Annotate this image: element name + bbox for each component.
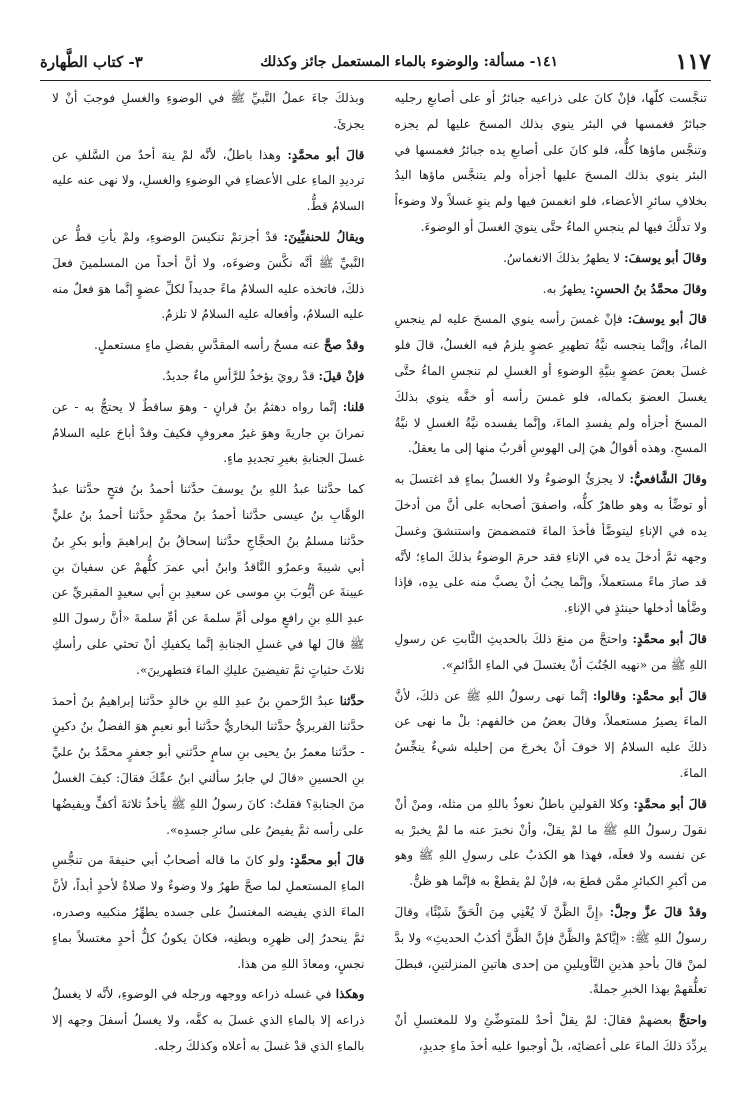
paragraph-lead: قالَ أبو محمَّدٍ: — [287, 147, 365, 162]
paragraph-text: في غسله ذراعه ووجهه ورجله في الوضوءِ، لأنَّه لا يغسلُ ذراعه إلا بالماءِ الذي غسلَ به كفَّه، ولا يغسلُ أسفلَ وجهه إلا بالماءِ الذي قدْ غسلَ به أعلاه وكذلكَ رجله. — [52, 987, 365, 1053]
paragraph-text: لا يطهرُ بذلكَ الانغماسُ. — [503, 250, 621, 265]
paragraph — [395, 307, 708, 462]
paragraph — [52, 982, 365, 1059]
paragraph-lead: وقالَ محمَّدُ بنُ الحسنِ: — [589, 281, 707, 296]
paragraph-lead: وقالَ الشَّافعيُّ: — [629, 472, 707, 487]
paragraph — [52, 689, 365, 844]
paragraph — [395, 627, 708, 679]
paragraph — [395, 684, 708, 787]
paragraph — [52, 86, 365, 138]
paragraph — [52, 477, 365, 683]
paragraph — [52, 364, 365, 390]
paragraph-lead: وقالَ أبو يوسفَ: — [624, 250, 707, 265]
paragraph-text: وكلا القولينِ باطلٌ نعوذُ باللهِ من مثله، ومنْ أنْ نقولَ رسولُ اللهِ ﷺ ما لمْ يقلْ، وأنْ نخبرَ عنه ما لمْ يخبرْ به عن نفسه ولا فعلَه، فهذا هو الكذبُ على رسولِ اللهِ ﷺ وهو من أكبرِ الكبائرِ ممَّن قطعَ به، فإنْ لمْ يقطعْ به فإنَّما هو ظنٌّ. — [394, 796, 707, 889]
paragraph — [395, 1008, 708, 1060]
paragraph — [395, 246, 708, 272]
paragraph — [395, 467, 708, 622]
paragraph-text: واحتجَّ من منعَ ذلكَ بالحديثِ الثَّابتِ عن رسولِ اللهِ ﷺ من «نهيه الجُنُبَ أنْ يغتسلَ في الماءِ الدَّائمِ». — [394, 631, 707, 672]
left-column — [52, 86, 365, 1100]
page-header — [40, 44, 711, 81]
paragraph — [52, 395, 365, 472]
paragraph-text: وهذا باطلٌ، لأنَّه لمْ ينهَ أحدٌ من السَّلفِ عن ترديدِ الماءِ على الأعضاءِ في الوضوءِ والغسلِ، ولا نهى عنه عليه السلامُ قطُّ. — [52, 147, 365, 214]
paragraph — [395, 86, 708, 241]
paragraph-text: تنجَّست كلّها، فإنْ كانَ على ذراعيه جبائرُ أو على أصابعِ رجليه جبائرُ فغمسها في البئر ينوي بذلك المسحَ عليها لم يجزه وتنجَّس ماؤها كلُّه، فلو كانَ على أصابعِ يده جبائرُ فغمسها في البئر ينوي بذلك المسحَ عليها أجزأه ولم يتنجَّس ماؤها اليدُ بخلافِ سائرِ الأعضاء، فلو انغمسَ فيها ولم ينوِ غسلاً ولا وضوءاً ولا تدلَّكَ فيها لم ينجسِ الماءُ حتَّى ينويَ الغسلَ أو الوضوءَ. — [394, 91, 707, 234]
paragraph-lead: واحتجَّ — [678, 1013, 707, 1028]
paragraph — [395, 277, 708, 303]
paragraph-text: لا يجزئُ الوضوءُ ولا الغسلُ بماءٍ قد اغتسلَ به أو توضِّأ به وهو طاهرٌ كلُّه، واصفقَ أصحابه على أنَّ من أدخلَ يده في الإناءِ ليتوضَّأ فأخذَ الماءَ فتمضمضَ واستنشقَ وغسلَ وجهه ثمَّ أدخلَ يده في الإناءِ فقد حرمَ الوضوءُ بذلكَ الماءِ؛ لأنَّه قد صارَ ماءً مستعملاً، وإنَّما يجبُ أنْ يصبَّ منه على يدِه، فإذا وضَّأها أدخلها حينئذٍ في الإناءِ. — [394, 472, 707, 616]
page-number: ١١٧ — [675, 49, 711, 75]
paragraph — [52, 333, 365, 359]
paragraph-text: وبذلكَ جاءَ عملُ النَّبيِّ ﷺ في الوضوءِ والغسلِ فوجبَ أنْ لا يجزئَ. — [52, 91, 365, 131]
paragraph-text: ﴿إِنَّ الظَّنَّ لَا يُغْنِي مِنَ الْحَقِّ شَيْئًا﴾ وقالَ رسولُ اللهِ ﷺ: «إيَّاكمْ والظَّنَّ فإنَّ الظَّنَّ أكذبُ الحديثِ» ولا بدَّ لمنْ قالَ بأحدِ هذينِ التَّأويلينِ من إحدى هاتينِ المنزلتينِ، فبطلَ تعلُّقهمْ بهذا الخبرِ جملةً. — [394, 904, 707, 997]
paragraph-lead: فإنْ قيلَ: — [318, 368, 365, 383]
paragraph-lead: وقدْ صحَّ — [323, 338, 365, 353]
paragraph-lead: قالَ أبو محمَّدٍ: — [289, 853, 365, 868]
paragraph-lead: قلنا: — [342, 399, 365, 414]
paragraph-lead: قالَ أبو محمَّدٍ: — [632, 631, 707, 646]
paragraph — [52, 143, 365, 220]
paragraph-text: بعضهمْ فقالَ: لمْ يقلْ أحدٌ للمتوضِّئِ ولا للمغتسلِ أنْ يردِّدَ ذلكَ الماءَ على أعضائِه، بلْ أوجبوا عليه أخذَ ماءٍ جديدٍ، — [394, 1013, 707, 1053]
paragraph-lead: وقدْ قالَ عزَّ وجلَّ: — [609, 904, 707, 919]
paragraph-lead: قالَ أبو محمَّدٍ: وقالوا: — [592, 688, 707, 703]
paragraph — [52, 225, 365, 328]
running-title: ١٤١- مسألة: والوضوء بالماء المستعمل جائز وكذلك — [260, 54, 559, 70]
text-columns — [52, 86, 707, 1100]
paragraph-lead: حدَّثنا — [339, 693, 365, 708]
paragraph-text: ولو كانَ ما قاله أصحابُ أبي حنيفةَ من تنجُّسِ الماءِ المستعملِ لما صحَّ طهرٌ ولا وضوءٌ ولا صلاةٌ لأحدٍ أبداً، لأنَّ الماءَ الذي يفيضه المغتسلُ على جسده يطهِّرُ منكبيه وصدره، ثمَّ ينحدرُ إلى ظهرِه وبطنِه، فكانَ يكونُ كلُّ أحدٍ مغتسلاً بماءٍ نجسٍ، ومعاذَ اللهِ من هذا. — [52, 853, 365, 971]
paragraph-text: قدْ رويَ يؤخذُ للرَّأسِ ماءٌ جديدٌ. — [161, 368, 315, 383]
paragraph-text: عبدُ الرَّحمنِ بنُ عبدِ اللهِ بنِ خالدٍ حدَّثنا إبراهيمُ بنُ أحمدَ حدَّثنا الفربريُّ حدَّثنا البخاريُّ حدَّثنا أبو نعيمٍ هوَ الفضلُ بنُ دكينٍ - حدَّثنا معمرُ بنُ يحيى بنِ سامٍ حدَّثني أبو جعفرٍ محمَّدُ بنُ عليِّ بنِ الحسينِ «قالَ لي جابرٌ سألني ابنُ عمِّكَ فقالَ: كيفَ الغسلُ منَ الجنابةِ؟ فقلتُ: كانَ رسولُ اللهِ ﷺ يأخذُ ثلاثةَ أكفٍّ ويفيضُها على رأسه ثمَّ يفيضُ على سائرِ جسدِه». — [52, 693, 365, 837]
paragraph — [395, 792, 708, 895]
paragraph-text: عنه مسحُ رأسه المقدَّسِ بفضلِ ماءٍ مستعملٍ. — [94, 338, 321, 353]
paragraph-text: إنَّما نهى رسولُ اللهِ ﷺ عن ذلكَ، لأنَّ الماءَ يصيرُ مستعملاً، وقالَ بعضُ من خالفهم: بلْ ما نهى عن ذلكَ عليه السلامُ إلا خوفَ أنْ يخرجَ من إحليله شيءٌ ينجِّسُ الماءَ. — [394, 688, 707, 780]
paragraph-lead: ويقالُ للحنفيِّينَ: — [283, 229, 365, 244]
paragraph-lead: وهكذا — [335, 987, 365, 1002]
paragraph-lead: قالَ أبو يوسفَ: — [627, 312, 707, 327]
paragraph-text: يطهرُ به. — [542, 281, 586, 296]
book-title: ٣- كتاب الطَّهارة — [40, 53, 143, 71]
paragraph-lead: قالَ أبو محمَّدٍ: — [633, 796, 707, 811]
paragraph — [52, 848, 365, 977]
paragraph-text: قدْ أجزتمْ تنكيسَ الوضوءِ، ولمْ يأتِ قطُّ عن النَّبيِّ ﷺ أنَّه نكَّسَ وضوءَه، ولا أنَّ أحداً من المسلمينَ فعلَ ذلكَ، فاتخذه عليه السلامُ ماءً جديداً لكلِّ عضوٍ إنَّما هوَ فعلٌ منه عليه السلامُ، وأفعاله عليه السلامُ لا تلزمُ. — [52, 229, 365, 322]
paragraph-text: فإنْ غمسَ رأسه ينوي المسحَ عليه لم ينجسِ الماءُ، وإنَّما ينجسه نيَّةُ تطهيرِ عضوٍ يلزمُ فيه الغسلُ، قالَ فلو غسلَ بعضَ عضوٍ بنيَّةِ الوضوءِ أو الغسلِ لم تنجسِ الماءُ حتَّى يغسلَ العضوَ بكماله، فلو غمسَ رأسه أو خفَّه ينوي بذلكَ المسحَ أجزأه ولم يفسدِ الماءَ، وإنَّما يفسده نيَّةُ الغسلِ لا نيَّةُ المسحِ. وهذه أقوالٌ هيَ إلى الهوسِ أقربُ منها إلى ما يعقلُ. — [394, 312, 707, 456]
paragraph-text: كما حدَّثنا عبدُ اللهِ بنُ يوسفَ حدَّثنا أحمدُ بنُ فتحٍ حدَّثنا عبدُ الوهَّابِ بنُ عيسى حدَّثنا أحمدُ بنُ محمَّدٍ حدَّثنا أحمدُ بنُ عليٍّ حدَّثنا مسلمُ بنُ الحجَّاجِ حدَّثنا إسحاقُ بنُ إبراهيمَ وأبو بكرِ بنُ أبي شيبةَ وعمرٌو النَّاقدُ وابنُ أبي عمرَ كلُّهمْ عن سفيانَ بنِ عيينةَ عن أيُّوبَ بنِ موسى عن سعيدِ بنِ أبي سعيدٍ المقبريِّ عن عبدِ اللهِ بنِ رافعٍ مولى أمِّ سلمةَ عن أمِّ سلمةَ «أنَّ رسولَ اللهِ ﷺ قالَ لها في غسلِ الجنابةِ إنَّما يكفيكِ أنْ تحثي على رأسكِ ثلاثَ حثياتٍ ثمَّ تفيضينَ عليكِ الماءَ فتطهرينَ». — [52, 482, 365, 677]
paragraph — [395, 900, 708, 1003]
right-column — [395, 86, 708, 1100]
paragraph-text: إنَّما رواه دهثمُ بنُ قرانٍ - وهوَ ساقطٌ لا يحتجُّ به - عن نمرانَ بنِ جاريةَ وهوَ غيرُ معروفٍ فكيفَ وقدْ أباحَ عليه السلامُ غسلَ الجنابةِ بغيرِ تجديدِ ماءٍ. — [52, 399, 365, 466]
